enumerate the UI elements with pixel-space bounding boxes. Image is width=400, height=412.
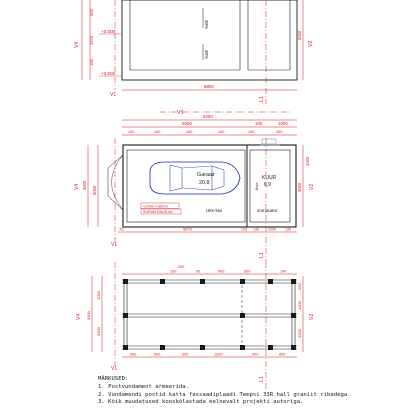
dim-label: 1000: [96, 291, 101, 300]
dim-label: 130: [253, 227, 259, 232]
level-label: +3.000: [101, 29, 116, 34]
dim-label: 120: [128, 130, 135, 134]
dim-label: 3000: [82, 180, 87, 190]
dim-label: 1000: [278, 121, 288, 126]
notes-title: MÄRKUSED:: [98, 376, 129, 382]
dim-label: 900: [218, 269, 225, 274]
dim-label: 600: [244, 269, 251, 274]
axis-label-right: V2: [308, 40, 314, 47]
dim-label: 1200: [214, 352, 223, 357]
axis-label-bottom: V1: [111, 242, 118, 248]
level-label: +3.000: [101, 71, 116, 76]
dim-label: 100: [255, 121, 263, 126]
axis-label-left: V4: [74, 183, 80, 190]
axis-label-left: V4: [74, 41, 80, 48]
dim-label: 3000: [297, 182, 302, 192]
dim-label: 200: [178, 265, 185, 269]
notes-block: [98, 376, 398, 407]
dim-label: 50: [196, 269, 201, 274]
dim-label: 200: [297, 283, 302, 290]
window-mark: [262, 139, 276, 144]
room-area-storage: 6,9: [264, 182, 271, 188]
dim-label: 100: [89, 59, 94, 66]
dim-label: 500: [89, 9, 94, 16]
axis-label-left: V4: [76, 313, 82, 320]
dim-label: 100: [276, 130, 283, 134]
dim-label: 600: [182, 352, 189, 357]
car-symbol: [150, 162, 240, 194]
axis-label-bottom: L1: [259, 252, 265, 258]
dim-label: 1000: [268, 227, 276, 232]
room-area-garage: 20,8: [199, 180, 210, 186]
axis-label-bottom: L1: [259, 376, 265, 382]
door-label: Uks-kivi: [206, 208, 223, 213]
dim-label: 70: [119, 226, 124, 232]
wall-label: immutator: [257, 208, 278, 213]
dim-label: 2475: [89, 35, 94, 45]
note-item: 2. Vundamendi postid katta fassaadiplaadi Tempsi 33R hall graniit ribadega.: [98, 391, 351, 398]
slope-label-a: 30%: [204, 20, 209, 30]
axis-label-bottom: V1: [111, 366, 118, 372]
dim-label: 5000: [297, 30, 302, 40]
dim-label: 120: [241, 227, 247, 232]
dim-label: 4000: [86, 311, 91, 320]
foundation-posts: [123, 279, 296, 350]
dim-label: 100: [280, 269, 287, 274]
dim-label: 100: [154, 130, 161, 134]
roof-plan: [74, 0, 314, 104]
storage-tag: Kuur: [255, 182, 259, 190]
dim-label: 100: [218, 130, 225, 134]
axis-label-bottom: L1: [259, 96, 265, 102]
dim-label: 3000: [297, 329, 302, 338]
roof-inner-line-right: [248, 0, 290, 70]
dim-label: 6800: [204, 84, 214, 89]
dim-label: 5670: [183, 226, 192, 232]
dim-label: 1000: [297, 301, 302, 310]
dim-label: 100: [186, 130, 193, 134]
dim-label: 600: [154, 352, 161, 357]
garage-door: [108, 155, 123, 210]
spec-tag: SURAM.RAUD.kiv: [143, 210, 173, 214]
dim-label: 100: [248, 130, 255, 134]
dim-label: 3000: [96, 327, 101, 336]
dim-label: 900: [252, 352, 259, 357]
floor-plan: [74, 110, 315, 262]
slope-label-b: 30%: [204, 50, 209, 60]
roof-inner-line: [130, 0, 240, 70]
axis-label-bottom: V1: [110, 92, 117, 98]
roof-outline: [122, 0, 297, 80]
note-item: 3. Kõik muudatused kooskõlastada eelnevalt projekti autoriga.: [98, 399, 304, 406]
dim-label: 100: [170, 269, 177, 274]
dim-label: 8200: [203, 114, 213, 119]
dim-label: 1000: [305, 156, 310, 166]
axis-label-right: V2: [309, 313, 315, 320]
foundation-plan: [76, 262, 315, 390]
dim-label: 6000: [182, 121, 192, 126]
dim-label: 800: [279, 352, 286, 357]
dim-label: 130: [285, 227, 291, 232]
note-item: 1. Postvundament armeerida.: [98, 383, 189, 390]
axis-label-right: V2: [309, 183, 315, 190]
room-name-storage: KUUR: [262, 175, 277, 181]
dim-label: 5000: [92, 185, 97, 195]
axis-label-top: V3: [177, 110, 184, 116]
level-tag: V.000=+300.0: [143, 203, 168, 209]
foundation-beams: [122, 280, 297, 349]
dim-label: 300: [130, 352, 137, 357]
room-name-garage: Garaaz: [197, 172, 215, 178]
